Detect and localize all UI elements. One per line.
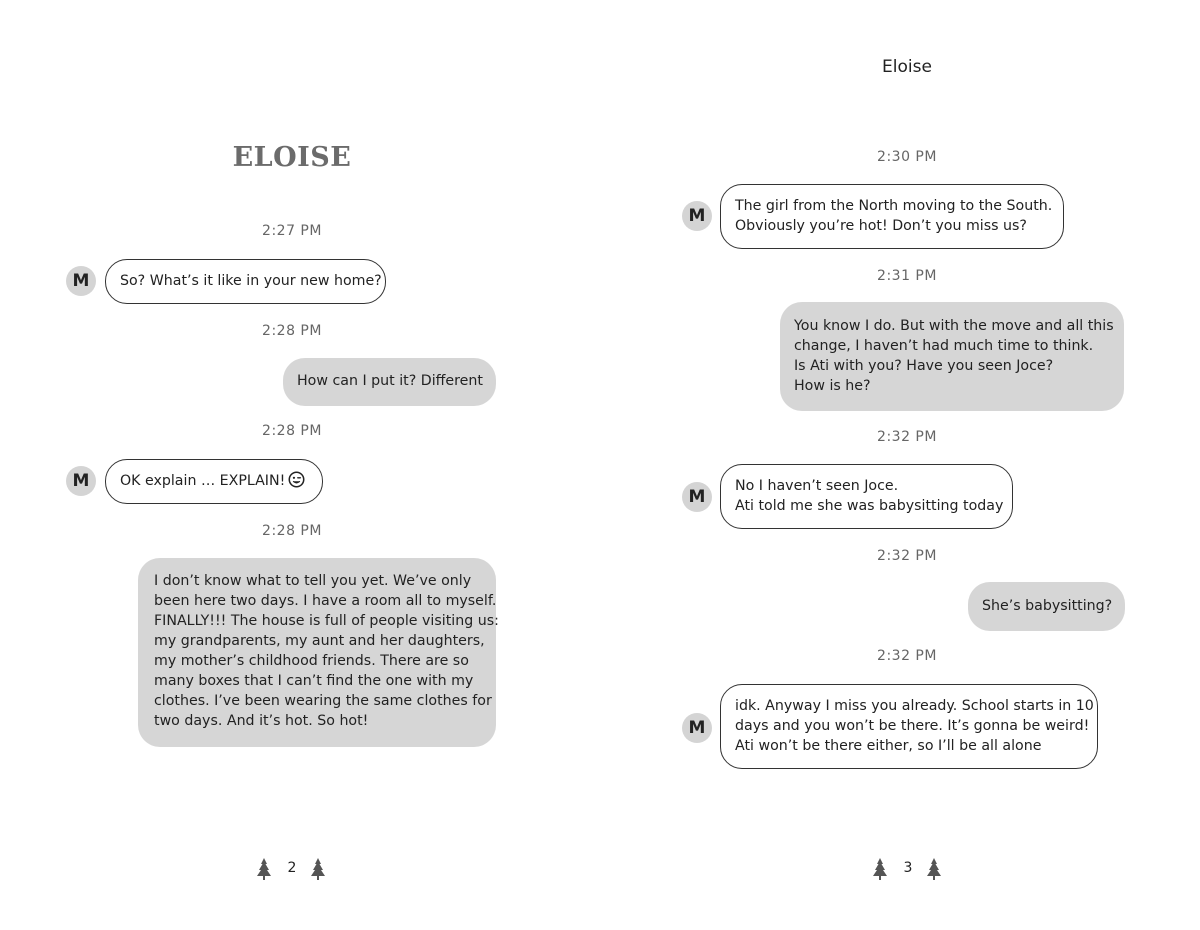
page-number: 3	[903, 860, 913, 876]
avatar: M	[66, 466, 96, 496]
message-line: No I haven’t seen Joce.	[735, 478, 899, 494]
outgoing-message-bubble	[968, 582, 1125, 631]
message-line: my mother’s childhood friends. There are so	[154, 653, 469, 669]
avatar: M	[66, 266, 96, 296]
incoming-message-bubble	[720, 184, 1064, 249]
outgoing-message-bubble	[138, 558, 499, 747]
incoming-message-bubble	[720, 464, 1013, 529]
page-folio	[858, 857, 958, 883]
message-line: Ati won’t be there either, so I’ll be all alone	[735, 738, 1042, 754]
message-line: She’s babysitting?	[982, 598, 1113, 614]
message-line: many boxes that I can’t find the one with my	[154, 673, 474, 689]
right-page	[600, 0, 1200, 930]
timestamp: 2:32 PM	[877, 648, 937, 664]
timestamp: 2:31 PM	[877, 268, 937, 284]
outgoing-message-bubble	[780, 302, 1124, 411]
timestamp: 2:27 PM	[262, 223, 322, 239]
incoming-message-bubble	[105, 259, 386, 304]
message-line: The girl from the North moving to the South.	[735, 198, 1053, 214]
message-line: days and you won’t be there. It’s gonna be weird!	[735, 718, 1090, 734]
message-line: clothes. I’ve been wearing the same clothes for	[154, 693, 492, 709]
message-line: So? What’s it like in your new home?	[120, 273, 382, 289]
avatar: M	[682, 201, 712, 231]
tree-icon	[256, 857, 272, 881]
incoming-message-bubble	[105, 459, 323, 504]
timestamp: 2:32 PM	[877, 548, 937, 564]
message-line: Obviously you’re hot! Don’t you miss us?	[735, 218, 1027, 234]
message-line: I don’t know what to tell you yet. We’ve only	[154, 573, 472, 589]
timestamp: 2:28 PM	[262, 523, 322, 539]
winking-face-icon	[288, 471, 305, 488]
timestamp: 2:28 PM	[262, 423, 322, 439]
message-line: FINALLY!!! The house is full of people visiting us:	[154, 613, 499, 629]
message-line: How is he?	[794, 378, 871, 394]
message-line: How can I put it? Different	[297, 373, 483, 389]
message-line: Ati told me she was babysitting today	[735, 498, 1004, 514]
tree-icon	[926, 857, 942, 881]
incoming-message-bubble	[720, 684, 1098, 769]
message-line	[120, 471, 308, 491]
message-line: my grandparents, my aunt and her daughters,	[154, 633, 485, 649]
message-line: Is Ati with you? Have you seen Joce?	[794, 358, 1054, 374]
message-line: two days. And it’s hot. So hot!	[154, 713, 369, 729]
message-line: been here two days. I have a room all to myself.	[154, 593, 497, 609]
timestamp: 2:30 PM	[877, 149, 937, 165]
message-line: You know I do. But with the move and all this	[794, 318, 1114, 334]
avatar: M	[682, 713, 712, 743]
running-head: Eloise	[882, 57, 932, 77]
page-folio	[242, 857, 342, 883]
outgoing-message-bubble	[283, 358, 496, 406]
page-number: 2	[287, 860, 297, 876]
avatar: M	[682, 482, 712, 512]
timestamp: 2:28 PM	[262, 323, 322, 339]
tree-icon	[310, 857, 326, 881]
timestamp: 2:32 PM	[877, 429, 937, 445]
message-line: idk. Anyway I miss you already. School starts in 10	[735, 698, 1094, 714]
tree-icon	[872, 857, 888, 881]
message-line: change, I haven’t had much time to think.	[794, 338, 1094, 354]
message-text: OK explain … EXPLAIN!	[120, 473, 286, 489]
chapter-title: ELOISE	[232, 142, 352, 173]
